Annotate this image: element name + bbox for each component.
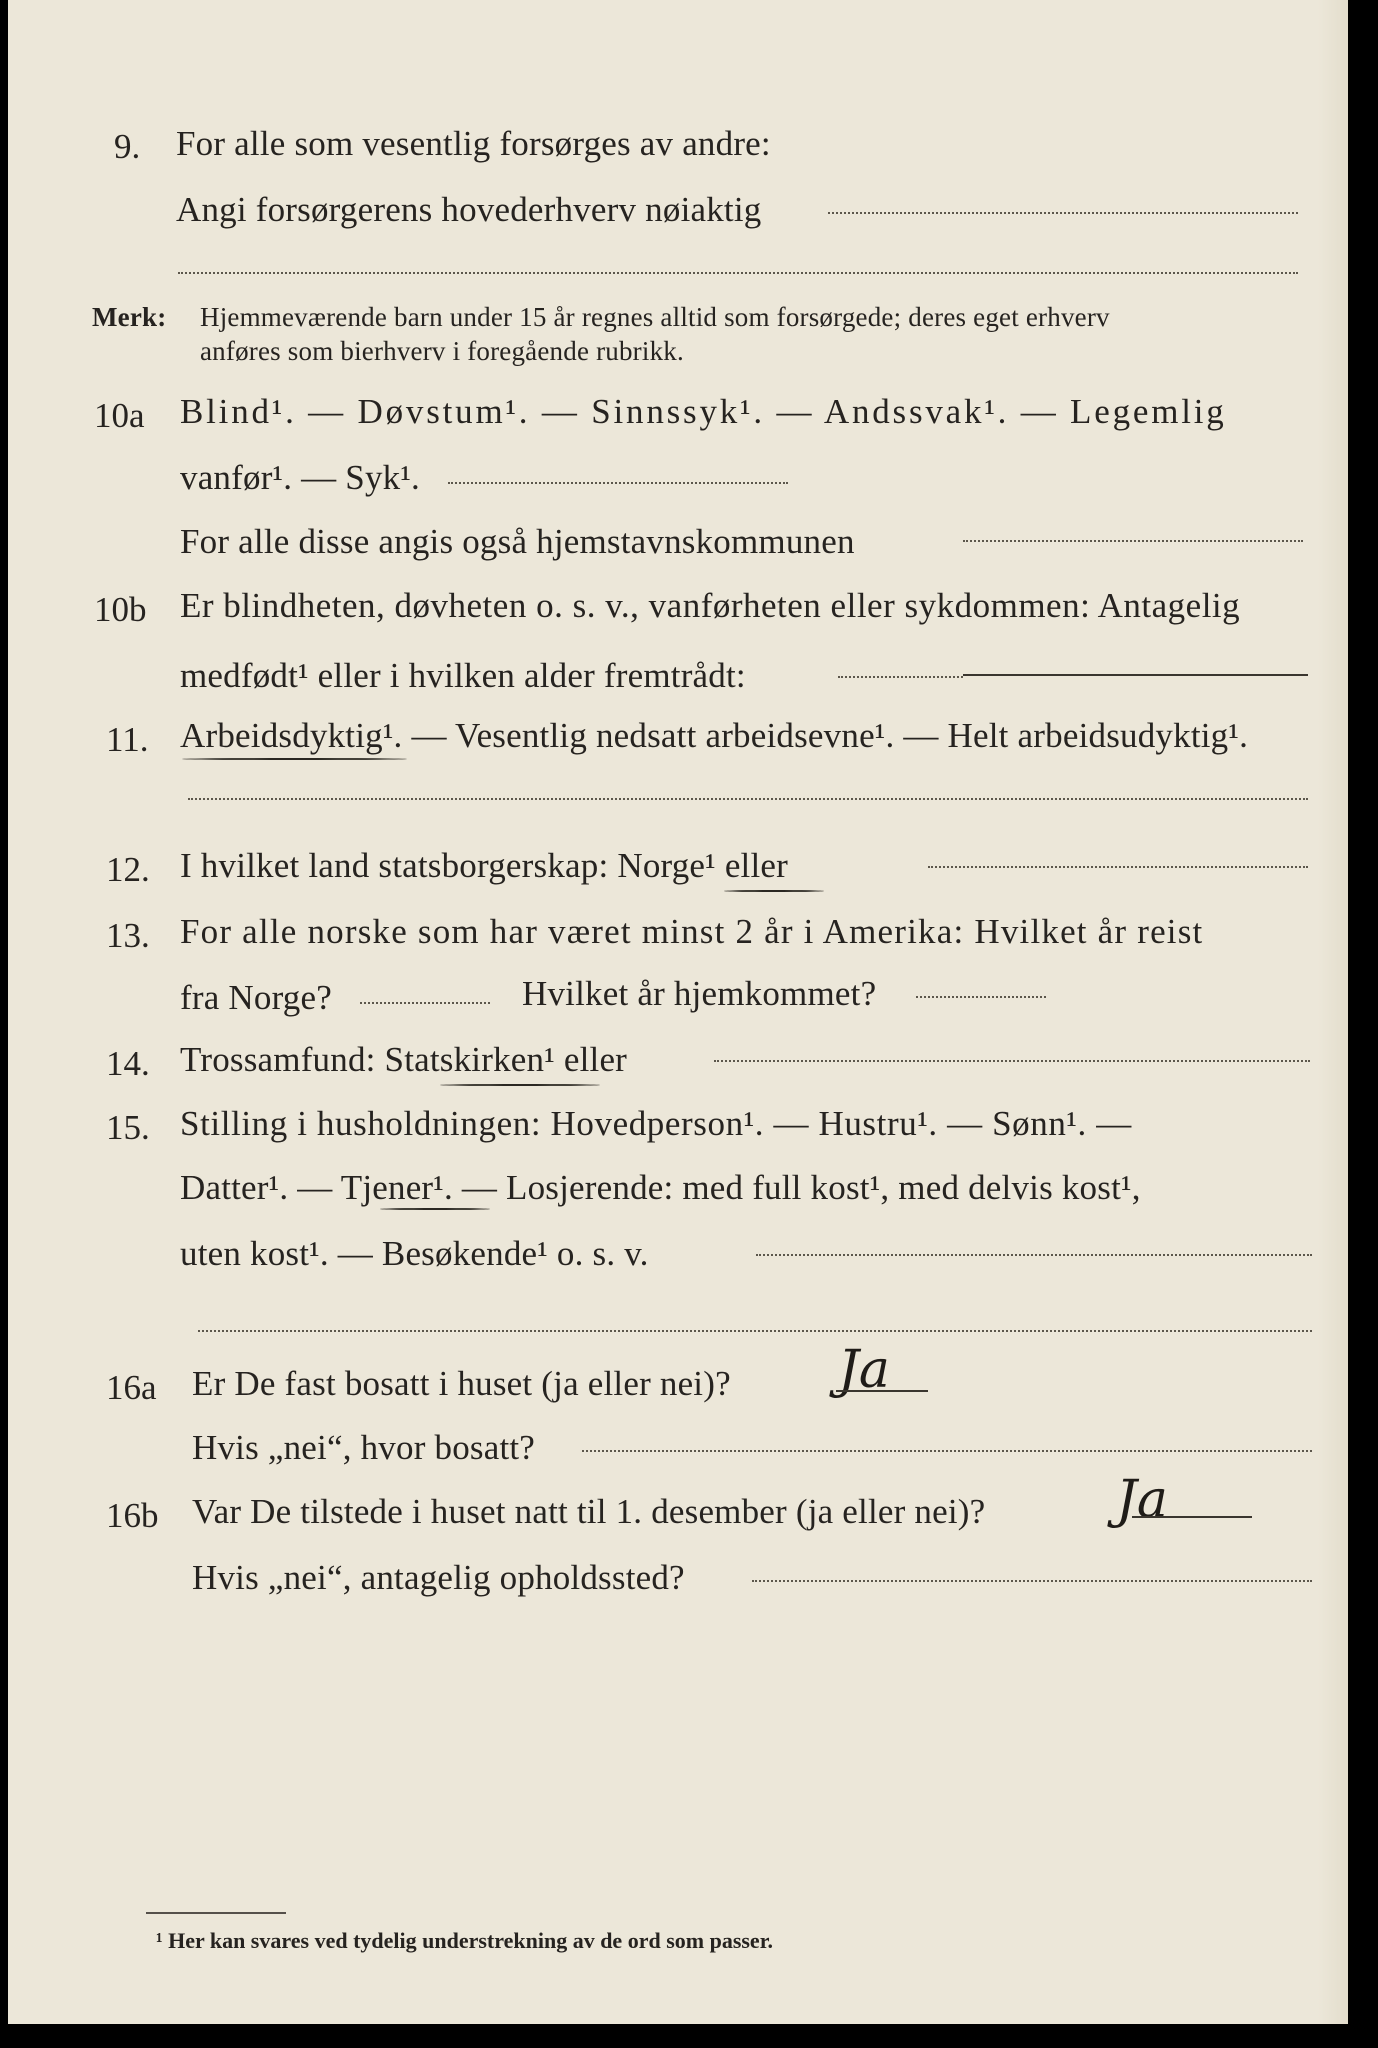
q11-answer-field[interactable]: [188, 798, 1308, 800]
q16a-line2: Hvis „nei“, hvor bosatt?: [192, 1428, 536, 1467]
census-form-page: [8, 0, 1348, 2024]
merk-line1: Hjemmeværende barn under 15 år regnes alltid som forsørgede; deres eget erhverv: [200, 302, 1110, 332]
q10b-line2: medfødt¹ eller i hvilken alder fremtrådt:: [180, 656, 746, 695]
q13-line1: For alle norske som har været minst 2 år i Amerika: Hvilket år reist: [180, 912, 1204, 951]
q13-line2a: fra Norge?: [180, 978, 332, 1017]
q16a-line1: Er De fast bosatt i huset (ja eller nei)?: [192, 1364, 731, 1403]
q15-answer-field[interactable]: [756, 1254, 1312, 1256]
q10b-number: 10b: [94, 590, 147, 629]
q13-line2b: Hvilket år hjemkommet?: [522, 974, 877, 1013]
q11-number: 11.: [106, 720, 149, 759]
q15-line1: Stilling i husholdningen: Hovedperson¹. — Hustru¹. — Sønn¹. —: [180, 1104, 1132, 1143]
q16a-number: 16a: [106, 1368, 157, 1407]
q14-handwritten-underline: [440, 1084, 600, 1086]
merk-label: Merk:: [92, 302, 167, 332]
q9-line2: Angi forsørgerens hovederhverv nøiaktig: [176, 190, 762, 229]
q15-number: 15.: [106, 1108, 150, 1147]
q9-answer-field[interactable]: [828, 212, 1298, 214]
q10a-line2: vanfør¹. — Syk¹.: [180, 458, 420, 497]
q10b-answer-field[interactable]: [838, 676, 963, 678]
q16b-number: 16b: [106, 1496, 159, 1535]
q10a-number: 10a: [94, 396, 145, 435]
q14-line1: Trossamfund: Statskirken¹ eller: [180, 1040, 628, 1079]
q16b-line1: Var De tilstede i huset natt til 1. desember (ja eller nei)?: [192, 1492, 986, 1531]
q14-number: 14.: [106, 1044, 150, 1083]
q15-line2: Datter¹. — Tjener¹. — Losjerende: med full kost¹, med delvis kost¹,: [180, 1168, 1141, 1207]
q16b-answer-line: [1132, 1516, 1252, 1518]
paper-edge: [1318, 0, 1348, 2024]
q16a-answer-line: [836, 1390, 928, 1392]
q16a-handwritten-answer: Ja: [838, 1340, 890, 1400]
q16b-opholdssted-field[interactable]: [752, 1580, 1312, 1582]
q9-answer-field-2[interactable]: [178, 272, 1298, 274]
q16b-handwritten-answer: Ja: [1116, 1470, 1168, 1530]
q10a-line1: Blind¹. — Døvstum¹. — Sinnssyk¹. — Andssvak¹. — Legemlig: [180, 392, 1227, 431]
q15-answer-field-2[interactable]: [198, 1330, 1312, 1332]
merk-line2: anføres som bierhverv i foregående rubrikk.: [200, 336, 684, 366]
q15-line3: uten kost¹. — Besøkende¹ o. s. v.: [180, 1234, 649, 1273]
q10b-line1: Er blindheten, døvheten o. s. v., vanførheten eller sykdommen: Antagelig: [180, 586, 1241, 625]
q12-handwritten-underline: [724, 890, 824, 892]
q14-answer-field[interactable]: [714, 1060, 1310, 1062]
q16b-line2: Hvis „nei“, antagelig opholdssted?: [192, 1558, 685, 1597]
q12-answer-field[interactable]: [928, 866, 1308, 868]
q11-line1: Arbeidsdyktig¹. — Vesentlig nedsatt arbeidsevne¹. — Helt arbeidsudyktig¹.: [180, 716, 1249, 755]
q10b-answer-line: [963, 674, 1308, 676]
footnote: ¹ Her kan svares ved tydelig understrekning av de ord som passer.: [156, 1928, 773, 1953]
q13-reist-field[interactable]: [360, 1002, 490, 1004]
q10a-line3: For alle disse angis også hjemstavnskommunen: [180, 522, 855, 561]
q12-number: 12.: [106, 850, 150, 889]
q11-handwritten-underline: [182, 758, 407, 760]
footnote-rule: [146, 1912, 286, 1914]
q12-line1: I hvilket land statsborgerskap: Norge¹ eller: [180, 846, 788, 885]
q10a-kommune-field[interactable]: [963, 540, 1303, 542]
q16a-bosatt-field[interactable]: [582, 1450, 1312, 1452]
q15-handwritten-underline: [380, 1208, 490, 1210]
q10a-syk-field[interactable]: [448, 482, 788, 484]
q9-number: 9.: [114, 127, 141, 166]
q9-line1: For alle som vesentlig forsørges av andre:: [176, 124, 771, 163]
q13-number: 13.: [106, 916, 150, 955]
q13-hjemkommet-field[interactable]: [916, 996, 1046, 998]
